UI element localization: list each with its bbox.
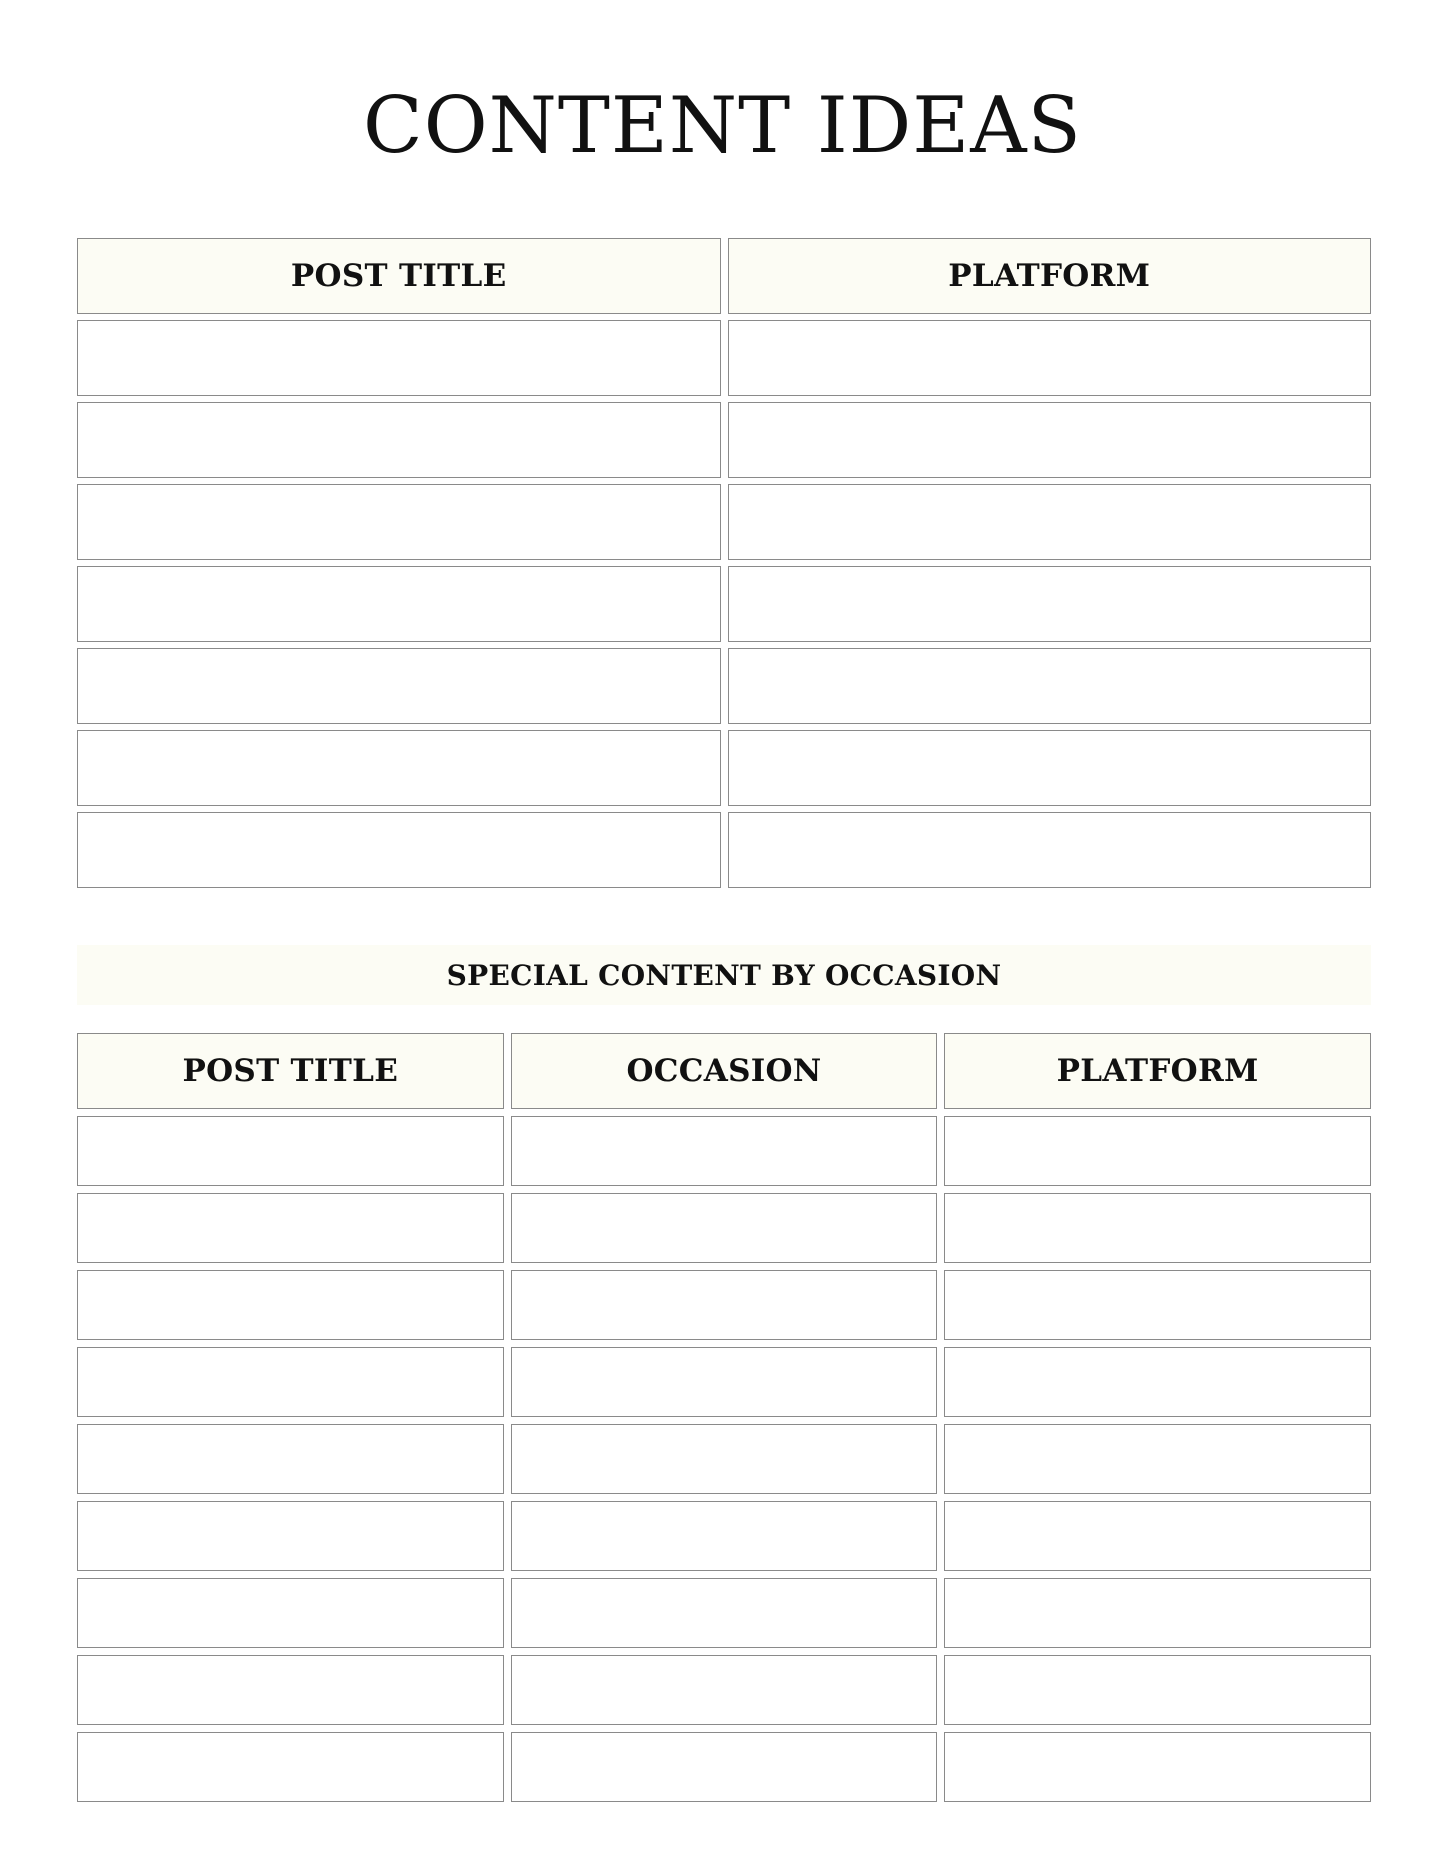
header-occasion: OCCASION <box>511 1033 938 1109</box>
occasion-cell[interactable] <box>511 1347 938 1417</box>
header-platform: PLATFORM <box>728 238 1372 314</box>
platform-cell[interactable] <box>944 1193 1371 1263</box>
header-platform: PLATFORM <box>944 1033 1371 1109</box>
post-title-cell[interactable] <box>77 730 721 806</box>
occasion-cell[interactable] <box>511 1424 938 1494</box>
platform-cell[interactable] <box>944 1270 1371 1340</box>
special-content-table <box>77 1033 1371 1802</box>
post-title-cell[interactable] <box>77 1193 504 1263</box>
platform-cell[interactable] <box>728 484 1372 560</box>
platform-cell[interactable] <box>728 402 1372 478</box>
platform-cell[interactable] <box>728 566 1372 642</box>
header-post-title: POST TITLE <box>77 1033 504 1109</box>
post-title-cell[interactable] <box>77 1655 504 1725</box>
post-title-cell[interactable] <box>77 648 721 724</box>
platform-cell[interactable] <box>728 730 1372 806</box>
post-title-cell[interactable] <box>77 812 721 888</box>
post-title-cell[interactable] <box>77 1732 504 1802</box>
platform-cell[interactable] <box>944 1732 1371 1802</box>
occasion-cell[interactable] <box>511 1116 938 1186</box>
occasion-cell[interactable] <box>511 1655 938 1725</box>
post-title-cell[interactable] <box>77 320 721 396</box>
occasion-cell[interactable] <box>511 1732 938 1802</box>
platform-cell[interactable] <box>944 1578 1371 1648</box>
platform-cell[interactable] <box>728 812 1372 888</box>
platform-cell[interactable] <box>728 648 1372 724</box>
platform-cell[interactable] <box>944 1501 1371 1571</box>
post-title-cell[interactable] <box>77 1270 504 1340</box>
occasion-cell[interactable] <box>511 1270 938 1340</box>
header-post-title: POST TITLE <box>77 238 721 314</box>
platform-cell[interactable] <box>944 1347 1371 1417</box>
post-title-cell[interactable] <box>77 484 721 560</box>
post-title-cell[interactable] <box>77 1347 504 1417</box>
platform-cell[interactable] <box>944 1116 1371 1186</box>
platform-cell[interactable] <box>728 320 1372 396</box>
platform-cell[interactable] <box>944 1424 1371 1494</box>
post-title-cell[interactable] <box>77 1501 504 1571</box>
post-title-cell[interactable] <box>77 402 721 478</box>
post-title-cell[interactable] <box>77 1116 504 1186</box>
occasion-cell[interactable] <box>511 1501 938 1571</box>
occasion-cell[interactable] <box>511 1578 938 1648</box>
page-title: CONTENT IDEAS <box>363 81 1082 171</box>
occasion-cell[interactable] <box>511 1193 938 1263</box>
post-title-cell[interactable] <box>77 566 721 642</box>
platform-cell[interactable] <box>944 1655 1371 1725</box>
section-title-special-content: SPECIAL CONTENT BY OCCASION <box>77 945 1371 1005</box>
post-title-cell[interactable] <box>77 1578 504 1648</box>
post-title-cell[interactable] <box>77 1424 504 1494</box>
content-ideas-table <box>77 238 1371 888</box>
